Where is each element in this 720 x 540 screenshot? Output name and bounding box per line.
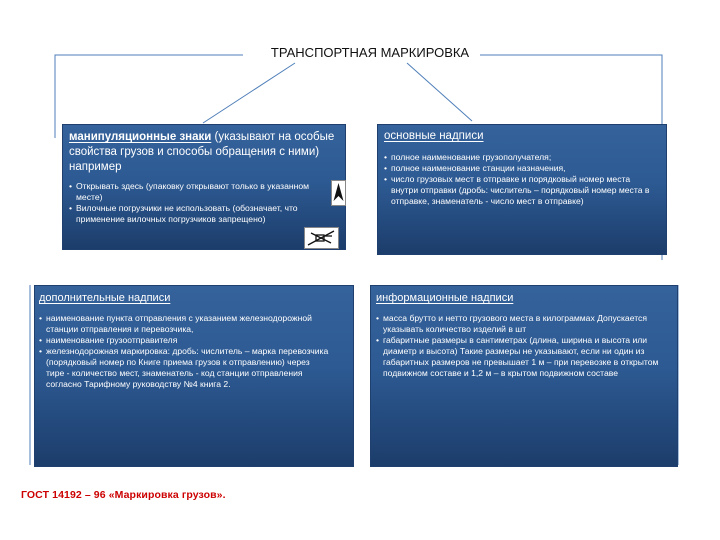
gost-reference: ГОСТ 14192 – 96 «Маркировка грузов». xyxy=(21,489,226,501)
additional-inscriptions-box xyxy=(34,285,354,467)
manipulation-item: • Вилочные погрузчики не использовать (обозначает, что применение вилочных погрузчиков запрещено) xyxy=(69,203,337,225)
informational-heading: информационные надписи xyxy=(376,292,514,304)
basic-inscriptions-box xyxy=(377,124,667,255)
manipulation-heading xyxy=(69,130,339,175)
title-connector-right xyxy=(407,63,472,121)
manipulation-item: • Открывать здесь (упаковку открывают только в указанном месте) xyxy=(69,181,337,203)
informational-list xyxy=(376,313,666,379)
additional-heading: дополнительные надписи xyxy=(39,292,171,304)
manipulation-heading-main: манипуляционные знаки xyxy=(69,131,212,143)
additional-item: • железнодорожная маркировка: дробь: числитель – марка перевозчика (порядковый номер по Книге приема грузов к отправлению) через тире - количество мест, знаменатель - код станции отправления согласно Тарифному руководству №4 книга 2. xyxy=(39,346,329,390)
open-here-sign-icon xyxy=(331,180,346,206)
manipulation-list xyxy=(69,181,337,225)
informational-item: • масса брутто и нетто грузового места в килограммах Допускается указывать количество изделий в шт xyxy=(376,313,666,335)
additional-item: • наименование грузоотправителя xyxy=(39,335,329,346)
title-connector-left xyxy=(203,63,295,123)
additional-item: • наименование пункта отправления с указанием железнодорожной станции отправления и перевозчика, xyxy=(39,313,329,335)
additional-list xyxy=(39,313,329,390)
basic-item: • число грузовых мест в отправке и порядковый номер места внутри отправки (дробь: числитель – порядковый номер места в отправке, знаменатель - число мест в отправке) xyxy=(384,174,659,207)
basic-item: • полное наименование грузополучателя; xyxy=(384,152,659,163)
page-title: ТРАНСПОРТНАЯ МАРКИРОВКА xyxy=(270,45,470,60)
basic-heading: основные надписи xyxy=(384,130,484,142)
manipulation-heading-rest: (указывают на особые свойства грузов и способы обращения с ними) например xyxy=(69,131,335,173)
informational-inscriptions-box xyxy=(370,285,678,467)
no-forklift-sign-icon xyxy=(304,227,339,249)
basic-list xyxy=(384,152,659,207)
basic-item: • полное наименование станции назначения, xyxy=(384,163,659,174)
informational-item: • габаритные размеры в сантиметрах (длина, ширина и высота или диаметр и высота) Такие размеры не указывают, если ни один из габаритных размеров не превышает 1 м – при перевозке в открытом подвижном составе и 1,2 м – в крытом подвижном составе xyxy=(376,335,666,379)
